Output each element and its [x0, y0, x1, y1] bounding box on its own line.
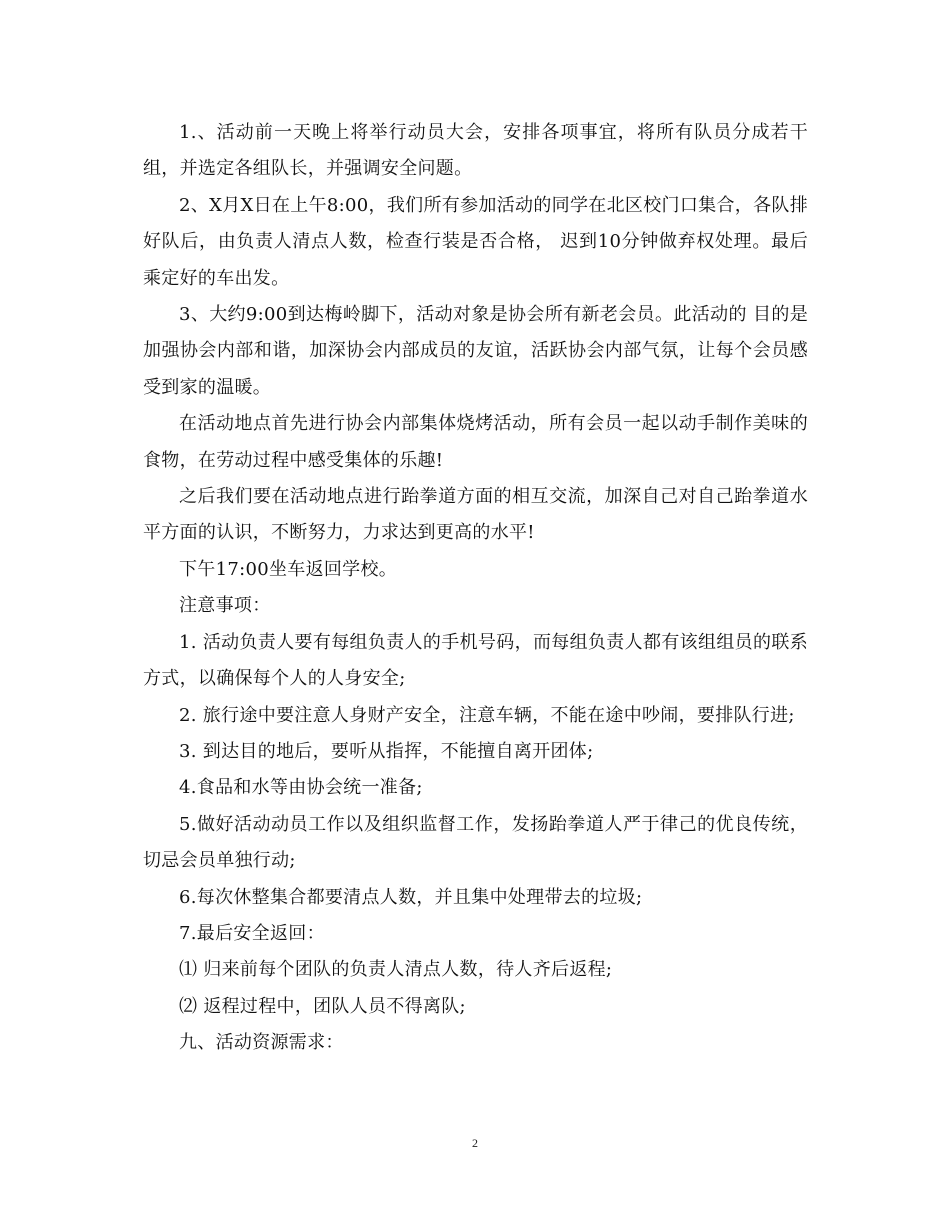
note-item-2: 2. 旅行途中要注意人身财产安全，注意车辆，不能在途中吵闹，要排队行进; — [179, 704, 795, 726]
notes-heading: 注意事项： — [179, 595, 271, 617]
note-item-3: 3. 到达目的地后，要听从指挥，不能擅自离开团体; — [179, 740, 594, 762]
note-item-6: 6.每次休整集合都要清点人数，并且集中处理带去的垃圾; — [179, 886, 643, 908]
note-item-4: 4.食品和水等由协会统一准备; — [179, 777, 423, 799]
note-item-1: 1. 活动负责人要有每组负责人的手机号码，而每组负责人都有该组组员的联系方式，以确保每个人的人身安全; — [143, 631, 808, 690]
page-number: 2 — [472, 1136, 478, 1150]
paragraph-2: 2、X月X日在上午8:00，我们所有参加活动的同学在北区校门口集合，各队排好队后，由负责人清点人数，检查行装是否合格， 迟到10分钟做弃权处理。最后乘定好的车出发。 — [143, 194, 808, 289]
paragraph-3: 3、大约9:00到达梅岭脚下，活动对象是协会所有新老会员。此活动的 目的是加强协会内部和谐，加深协会内部成员的友谊，活跃协会内部气氛，让每个会员感受到家的温暖。 — [143, 304, 808, 398]
paragraph-1: 1.、活动前一天晚上将举行动员大会，安排各项事宜，将所有队员分成若干组，并选定各组队长，并强调安全问题。 — [143, 122, 808, 180]
note-subitem-2: ⑵ 返程过程中，团队人员不得离队; — [179, 995, 466, 1017]
paragraph-4: 在活动地点首先进行协会内部集体烧烤活动，所有会员一起以动手制作美味的食物，在劳动过程中感受集体的乐趣! — [143, 413, 808, 471]
note-item-5: 5.做好活动动员工作以及组织监督工作，发扬跆拳道人严于律己的优良传统，切忌会员单独行动; — [143, 813, 808, 872]
document-body — [143, 115, 808, 1062]
paragraph-6: 下午17:00坐车返回学校。 — [179, 558, 398, 580]
note-item-7: 7.最后安全返回： — [179, 922, 325, 944]
section-heading-resources: 九、活动资源需求： — [179, 1032, 344, 1054]
paragraph-5: 之后我们要在活动地点进行跆拳道方面的相互交流，加深自己对自己跆拳道水平方面的认识，不断努力，力求达到更高的水平! — [143, 486, 808, 544]
note-subitem-1: ⑴ 归来前每个团队的负责人清点人数，待人齐后返程; — [179, 959, 613, 981]
